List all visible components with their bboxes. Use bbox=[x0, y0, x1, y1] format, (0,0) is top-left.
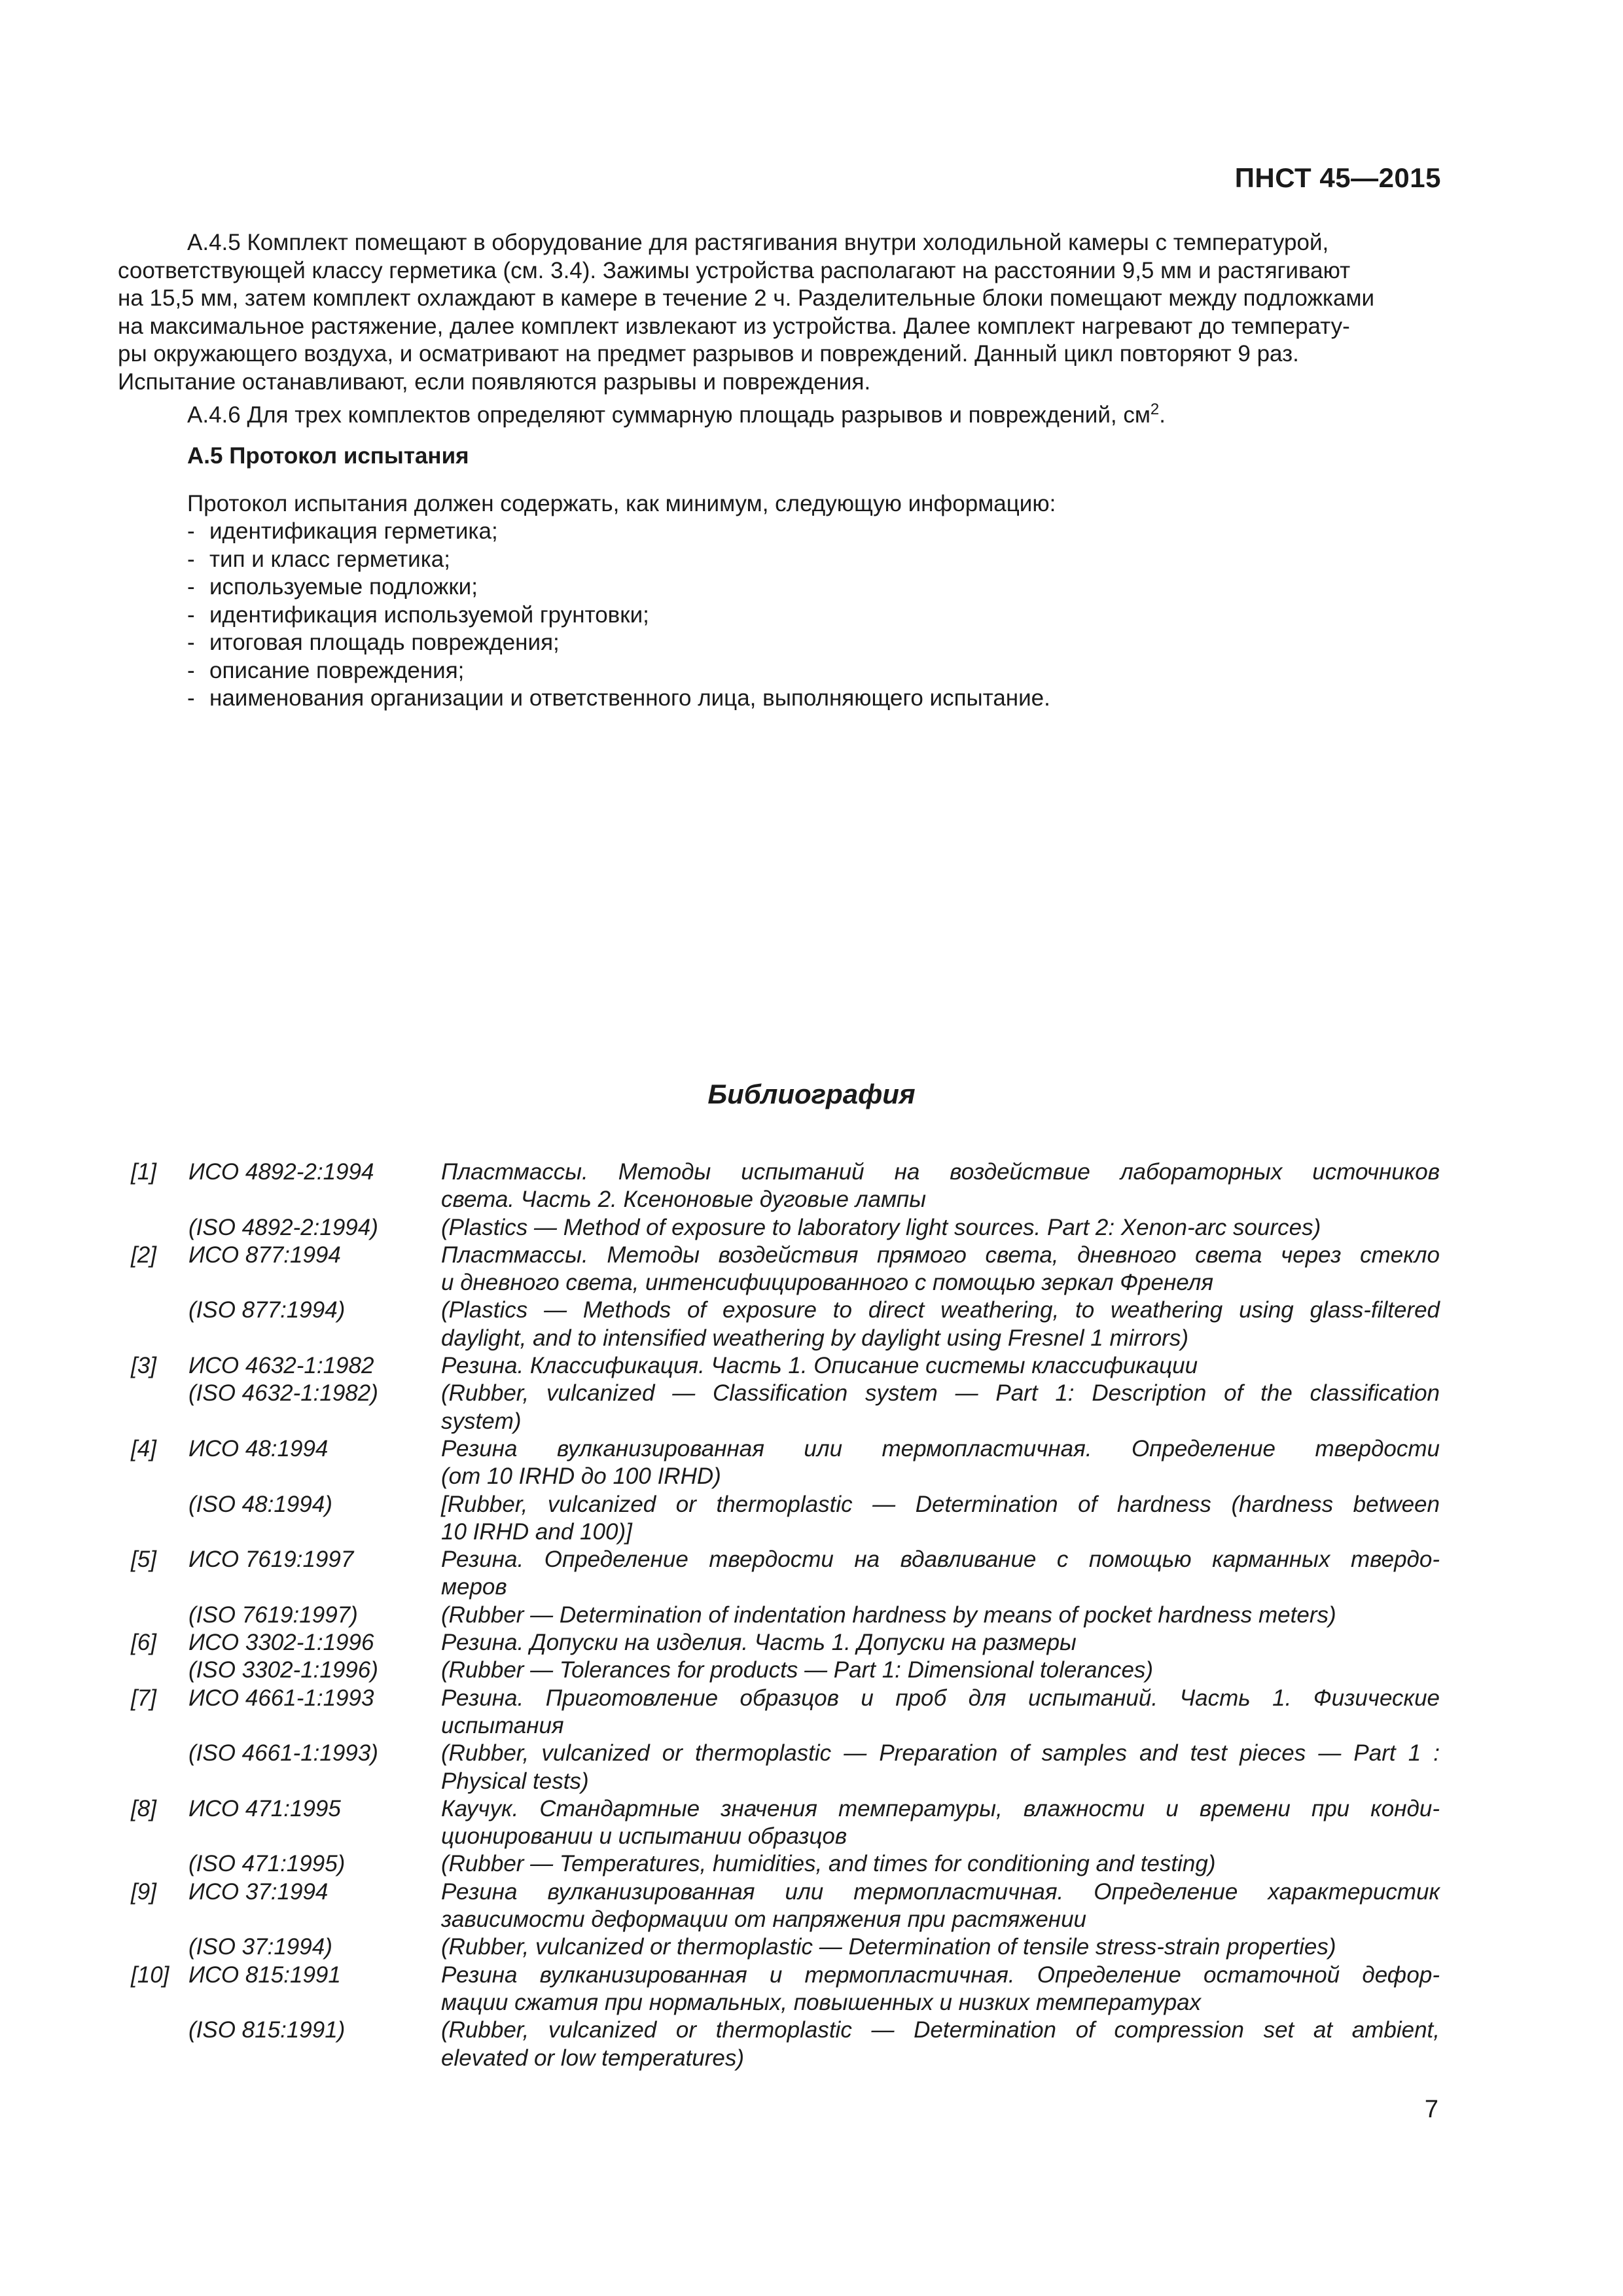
list-dash: - bbox=[187, 685, 195, 711]
bibliography-entry bbox=[131, 1878, 1440, 1934]
entry-title-line: Резина. Допуски на изделия. Часть 1. Допуски на размеры bbox=[441, 1630, 1077, 1656]
entry-number bbox=[131, 1657, 188, 1684]
entry-title-line: мации сжатия при нормальных, повышенных и низких температурах bbox=[441, 1989, 1202, 2015]
bibliography-entry bbox=[131, 1657, 1440, 1684]
entry-title-line: [Rubber, vulcanized or thermoplastic — Determination of hardness (hardness between bbox=[441, 1491, 1440, 1517]
entry-standard-code: (ISO 37:1994) bbox=[188, 1934, 332, 1960]
paragraph-line: Испытание останавливают, если появляются разрывы и повреждения. bbox=[118, 368, 871, 395]
paragraph-line: ры окружающего воздуха, и осматривают на предмет разрывов и повреждений. Данный цикл повторяют 9 раз. bbox=[118, 341, 1299, 367]
bibliography-entry bbox=[131, 2017, 1440, 2072]
list-dash: - bbox=[187, 601, 195, 628]
entry-number: [10] bbox=[131, 1962, 169, 1988]
bibliography-entry bbox=[131, 1629, 1440, 1657]
entry-title bbox=[441, 1380, 1440, 1435]
list-item-text: описание повреждения; bbox=[209, 657, 465, 683]
entry-title-line: (Rubber, vulcanized or thermoplastic — Determination of compression set at ambient, bbox=[441, 2017, 1440, 2043]
entry-standard-code: ИСО 37:1994 bbox=[188, 1878, 329, 1905]
entry-standard-code: ИСО 4632-1:1982 bbox=[188, 1353, 374, 1379]
entry-standard-code: (ISO 815:1991) bbox=[188, 2017, 346, 2043]
entry-title-line: daylight, and to intensified weathering by daylight using Fresnel 1 mirrors) bbox=[441, 1325, 1188, 1351]
entry-number: [3] bbox=[131, 1353, 156, 1379]
entry-title-line: (Rubber, vulcanized or thermoplastic — Determination of tensile stress-strain properties) bbox=[441, 1934, 1336, 1960]
bibliography-list bbox=[131, 1158, 1440, 2072]
list-item-text: наименования организации и ответственного лица, выполняющего испытание. bbox=[209, 685, 1050, 711]
list-dash: - bbox=[187, 574, 195, 600]
entry-number bbox=[131, 1491, 188, 1547]
entry-title-line: (Rubber — Determination of indentation hardness by means of pocket hardness meters) bbox=[441, 1602, 1336, 1628]
list-item-text: идентификация герметика; bbox=[209, 518, 498, 545]
entry-standard-code: ИСО 4661-1:1993 bbox=[188, 1685, 374, 1711]
entry-number bbox=[131, 1602, 188, 1629]
entry-standard-code: ИСО 877:1994 bbox=[188, 1242, 341, 1268]
entry-number bbox=[131, 1214, 188, 1242]
entry-title bbox=[441, 1602, 1440, 1629]
entry-standard-code: (ISO 3302-1:1996) bbox=[188, 1657, 378, 1683]
entry-title-line: (от 10 IRHD до 100 IRHD) bbox=[441, 1463, 721, 1490]
entry-title-line: зависимости деформации от напряжения при растяжении bbox=[441, 1907, 1086, 1933]
list-dash: - bbox=[187, 657, 195, 683]
bibliography-entry bbox=[131, 1795, 1440, 1851]
bibliography-entry bbox=[131, 1602, 1440, 1629]
entry-number bbox=[131, 1740, 188, 1795]
list-item bbox=[118, 601, 1441, 630]
main-text bbox=[118, 229, 1441, 713]
entry-title-line: и дневного света, интенсифицированного с помощью зеркал Френеля bbox=[441, 1270, 1214, 1296]
protocol-lead: Протокол испытания должен содержать, как минимум, следующую информацию: bbox=[187, 490, 1056, 516]
entry-standard-code: ИСО 48:1994 bbox=[188, 1435, 329, 1462]
entry-standard-code: (ISO 48:1994) bbox=[188, 1491, 332, 1517]
entry-title bbox=[441, 1933, 1440, 1961]
bibliography-entry bbox=[131, 1158, 1440, 1214]
paragraph-a46-text: А.4.6 Для трех комплектов определяют суммарную площадь разрывов и повреждений, см bbox=[187, 402, 1150, 428]
entry-title bbox=[441, 1685, 1440, 1740]
protocol-list bbox=[118, 518, 1441, 713]
entry-number bbox=[131, 1380, 188, 1435]
entry-title bbox=[441, 1297, 1440, 1352]
entry-title-line: Резина вулканизированная или термопластичная. Определение характеристик bbox=[441, 1878, 1440, 1905]
paragraph-a46 bbox=[118, 396, 1441, 429]
paragraph-line: А.4.5 Комплект помещают в оборудование для растягивания внутри холодильной камеры с температурой, bbox=[187, 230, 1329, 255]
list-dash: - bbox=[187, 546, 195, 572]
list-item-text: идентификация используемой грунтовки; bbox=[209, 601, 649, 628]
list-dash: - bbox=[187, 630, 195, 656]
entry-number: [4] bbox=[131, 1435, 156, 1462]
entry-title-line: Резина вулканизированная и термопластичная. Определение остаточной дефор- bbox=[441, 1962, 1440, 1988]
superscript: 2 bbox=[1150, 401, 1160, 418]
list-item-text: используемые подложки; bbox=[209, 574, 478, 600]
entry-title-line: Physical tests) bbox=[441, 1768, 589, 1794]
entry-title bbox=[441, 1740, 1440, 1795]
entry-title-line: (Plastics — Method of exposure to laboratory light sources. Part 2: Xenon-arc sources) bbox=[441, 1214, 1321, 1240]
entry-title bbox=[441, 2017, 1440, 2072]
page-number: 7 bbox=[1424, 2096, 1438, 2123]
entry-standard-code: (ISO 4661-1:1993) bbox=[188, 1740, 378, 1767]
entry-number: [5] bbox=[131, 1547, 156, 1573]
entry-title bbox=[441, 1158, 1440, 1214]
bibliography-entry bbox=[131, 1491, 1440, 1547]
entry-title bbox=[441, 1657, 1440, 1684]
entry-standard-code: ИСО 815:1991 bbox=[188, 1962, 341, 1988]
entry-title-line: света. Часть 2. Ксеноновые дуговые лампы bbox=[441, 1187, 926, 1213]
list-item bbox=[118, 546, 1441, 574]
entry-title-line: system) bbox=[441, 1408, 522, 1434]
entry-standard-code: (ISO 7619:1997) bbox=[188, 1602, 358, 1628]
paragraph-line: на 15,5 мм, затем комплект охлаждают в камере в течение 2 ч. Разделительные блоки помещают между подложками bbox=[118, 285, 1375, 311]
entry-standard-code: (ISO 471:1995) bbox=[188, 1851, 346, 1877]
entry-number: [8] bbox=[131, 1795, 156, 1821]
entry-number bbox=[131, 1933, 188, 1961]
bibliography-entry bbox=[131, 1962, 1440, 2017]
bibliography-entry bbox=[131, 1740, 1440, 1795]
list-item bbox=[118, 657, 1441, 685]
entry-number bbox=[131, 2017, 188, 2072]
bibliography-entry bbox=[131, 1242, 1440, 1297]
list-item-text: тип и класс герметика; bbox=[209, 546, 450, 572]
entry-number: [7] bbox=[131, 1685, 156, 1711]
entry-standard-code: (ISO 4892-2:1994) bbox=[188, 1214, 378, 1240]
section-heading-a5: А.5 Протокол испытания bbox=[187, 443, 469, 469]
entry-title bbox=[441, 1214, 1440, 1242]
entry-number: [1] bbox=[131, 1159, 156, 1185]
bibliography-entry bbox=[131, 1380, 1440, 1435]
bibliography-entry bbox=[131, 1546, 1440, 1602]
entry-title-line: (Rubber, vulcanized — Classification system — Part 1: Description of the classification bbox=[441, 1380, 1440, 1407]
entry-title bbox=[441, 1435, 1440, 1491]
paragraph-line: соответствующей классу герметика (см. 3.4). Зажимы устройства располагают на расстоянии 9,5 мм и растягивают bbox=[118, 257, 1351, 283]
entry-title-line: испытания bbox=[441, 1712, 564, 1738]
entry-title bbox=[441, 1878, 1440, 1934]
paragraph-a45 bbox=[118, 229, 1441, 396]
bibliography-entry bbox=[131, 1435, 1440, 1491]
entry-title-line: Резина вулканизированная или термопластичная. Определение твердости bbox=[441, 1435, 1440, 1462]
entry-title-line: (Rubber — Temperatures, humidities, and times for conditioning and testing) bbox=[441, 1851, 1216, 1877]
entry-number: [9] bbox=[131, 1878, 156, 1905]
bibliography-entry bbox=[131, 1297, 1440, 1352]
entry-title bbox=[441, 1629, 1440, 1657]
entry-title bbox=[441, 1352, 1440, 1380]
entry-title-line: Резина. Определение твердости на вдавливание с помощью карманных твердо- bbox=[441, 1547, 1440, 1573]
entry-title bbox=[441, 1962, 1440, 2017]
entry-title bbox=[441, 1242, 1440, 1297]
entry-title-line: Каучук. Стандартные значения температуры, влажности и времени при конди- bbox=[441, 1795, 1440, 1821]
bibliography-entry bbox=[131, 1685, 1440, 1740]
paragraph-line: на максимальное растяжение, далее комплект извлекают из устройства. Далее комплект нагревают до температу- bbox=[118, 313, 1350, 339]
entry-title-line: (Plastics — Methods of exposure to direct weathering, to weathering using glass-filtered bbox=[441, 1297, 1440, 1323]
entry-title bbox=[441, 1546, 1440, 1602]
entry-number bbox=[131, 1850, 188, 1878]
entry-title bbox=[441, 1491, 1440, 1547]
entry-number: [2] bbox=[131, 1242, 156, 1268]
bibliography-entry bbox=[131, 1214, 1440, 1242]
bibliography-entry bbox=[131, 1933, 1440, 1961]
bibliography-entry bbox=[131, 1850, 1440, 1878]
entry-title-line: Резина. Классификация. Часть 1. Описание системы классификации bbox=[441, 1353, 1198, 1379]
entry-title-line: 10 IRHD and 100)] bbox=[441, 1518, 632, 1545]
entry-title-line: ционировании и испытании образцов bbox=[441, 1823, 847, 1850]
entry-standard-code: ИСО 7619:1997 bbox=[188, 1547, 354, 1573]
entry-title-line: (Rubber — Tolerances for products — Part 1: Dimensional tolerances) bbox=[441, 1657, 1154, 1683]
list-item bbox=[118, 685, 1441, 713]
entry-title-line: Пластмассы. Методы испытаний на воздействие лабораторных источников bbox=[441, 1159, 1440, 1185]
entry-title-line: меров bbox=[441, 1574, 507, 1600]
entry-number bbox=[131, 1297, 188, 1352]
entry-title-line: Резина. Приготовление образцов и проб для испытаний. Часть 1. Физические bbox=[441, 1685, 1440, 1711]
bibliography-title: Библиография bbox=[707, 1079, 916, 1109]
entry-standard-code: (ISO 4632-1:1982) bbox=[188, 1380, 378, 1407]
list-item-text: итоговая площадь повреждения; bbox=[209, 630, 560, 656]
entry-title bbox=[441, 1850, 1440, 1878]
list-dash: - bbox=[187, 518, 195, 545]
entry-standard-code: ИСО 4892-2:1994 bbox=[188, 1159, 374, 1185]
list-item bbox=[118, 573, 1441, 601]
document-id: ПНСТ 45—2015 bbox=[1234, 162, 1441, 193]
bibliography-entry bbox=[131, 1352, 1440, 1380]
entry-number: [6] bbox=[131, 1630, 156, 1656]
entry-standard-code: (ISO 877:1994) bbox=[188, 1297, 346, 1323]
entry-standard-code: ИСО 3302-1:1996 bbox=[188, 1630, 374, 1656]
entry-standard-code: ИСО 471:1995 bbox=[188, 1795, 341, 1821]
list-item bbox=[118, 629, 1441, 657]
list-item bbox=[118, 518, 1441, 546]
entry-title-line: elevated or low temperatures) bbox=[441, 2045, 744, 2071]
paragraph-a46-end: . bbox=[1159, 402, 1166, 428]
entry-title-line: Пластмассы. Методы воздействия прямого света, дневного света через стекло bbox=[441, 1242, 1440, 1268]
entry-title bbox=[441, 1795, 1440, 1851]
entry-title-line: (Rubber, vulcanized or thermoplastic — Preparation of samples and test pieces — Part 1 : bbox=[441, 1740, 1440, 1767]
